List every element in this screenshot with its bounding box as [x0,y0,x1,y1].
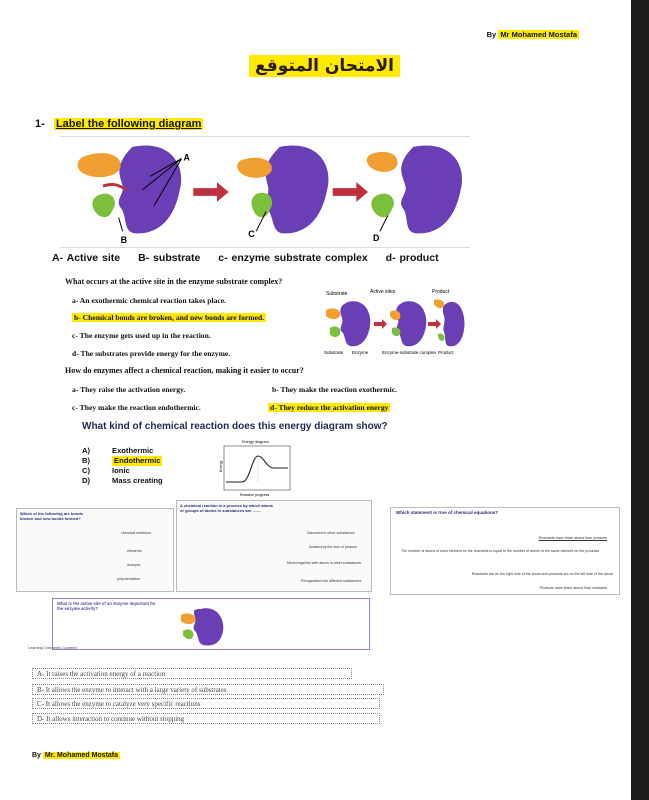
diagram-label-c: C [248,229,255,240]
q2-option-a[interactable]: a- An exothermic chemical reaction takes place. [72,296,227,305]
question-3-text: How do enzymes affect a chemical reaction, making it easier to occur? [65,366,304,375]
diagram-legend: A- Active site B- substrate c- enzyme substrate complex d- product [52,252,439,264]
bottom-option-a[interactable]: A- It raises the activation energy of a reaction [32,668,352,679]
product-green-3 [371,194,394,218]
svg-text:Product: Product [438,350,454,355]
q2-option-c[interactable]: c- The enzyme gets used up in the reaction. [72,331,211,340]
panel-left: Which of the following are bonds broken and new bonds formed? chemical reactions elements isotopes polymerization [16,508,174,592]
q2-option-d[interactable]: d- The substrates provide energy for the enzyme. [72,349,231,358]
product-orange-3 [367,152,398,172]
q2-option-b[interactable]: b- Chemical bonds are broken, and new bonds are formed. [74,313,265,322]
diagram-label-d: D [373,233,380,244]
q3-option-d[interactable]: d- They reduce the activation energy [270,403,389,412]
svg-text:Energy: Energy [219,460,223,472]
arrow-2 [333,182,368,202]
svg-text:Enzyme-substrate complex: Enzyme-substrate complex [382,350,437,355]
active-site-panel: What is the active site of an enzyme important for the enzyme activity? [52,598,370,650]
question-2-text: What occurs at the active site in the enzyme substrate complex? [65,277,283,286]
energy-diagram [212,438,298,500]
panel-right: Which statement is true of chemical equations? Reactants have fewer atoms than products The number of atoms of each element on the reactants is equal to the number of atoms of the same element on the products Reactants are on the right side of the arrow and products are on the left side of the arrow Products have fewer atoms than reactants [390,507,620,595]
question-4-text: What kind of chemical reaction does this energy diagram show? [82,421,388,432]
substrate-shape-2 [237,158,272,178]
bottom-option-d[interactable]: D- It allows interaction to continue without stopping [32,713,380,724]
svg-text:Energy diagram: Energy diagram [242,440,269,444]
question-1-heading: 1- Label the following diagram [35,118,202,130]
enzyme-shape-2 [266,145,329,233]
right-edge-shadow [631,0,649,800]
bottom-option-c[interactable]: C- It allows the enzyme to catalyze very specific reactions [32,698,380,709]
svg-text:Enzyme: Enzyme [352,350,369,355]
enzyme-diagram [60,136,470,248]
svg-text:Reaction progress: Reaction progress [240,493,270,497]
q3-option-a[interactable]: a- They raise the activation energy. [72,385,186,394]
diagram-label-a: A [183,152,190,163]
active-site-figure [175,605,237,647]
q4-option-a[interactable]: A) Exothermic [82,446,154,455]
q4-options [82,446,163,486]
substrate-green-2 [251,193,272,217]
enzyme-substrate-figure [320,288,465,358]
page-title: الامتحان المتوقع [0,56,649,76]
q4-option-b[interactable]: B) Endothermic [82,456,161,465]
enzyme-shape-1 [119,145,181,233]
arrow-1 [193,182,228,202]
svg-text:Substrate: Substrate [326,291,348,297]
diagram-label-b: B [120,235,128,246]
author-footer: By Mr. Mohamed Mostafa [32,752,119,759]
q4-option-c[interactable]: C) Ionic [82,466,130,475]
enzyme-shape-3 [401,145,462,233]
svg-text:Active sites: Active sites [370,289,396,295]
q3-option-c[interactable]: c- They make the reaction endothermic. [72,403,201,412]
author-header: By Mr Mohamed Mostafa [486,30,577,39]
substrate-green-1 [92,194,115,218]
learning-outcomes-label: Learning Outcomes Covered [28,646,77,650]
bottom-option-b[interactable]: B- It allows the enzyme to interact with a large variety of substrates [32,684,384,695]
q3-option-b[interactable]: b- They make the reaction exothermic. [272,385,397,394]
svg-text:Substrate: Substrate [324,350,344,355]
svg-text:Product: Product [432,289,450,295]
panel-middle: A chemical reaction is a process by which atoms or groups of atoms in substances are ........ Dissolved in other substances Isolated by the loss of protons Mixed together with atoms in other substances Reorganized into different substances [176,500,372,592]
substrate-shape-1 [78,153,121,177]
q4-option-d[interactable]: D) Mass creating [82,476,163,485]
